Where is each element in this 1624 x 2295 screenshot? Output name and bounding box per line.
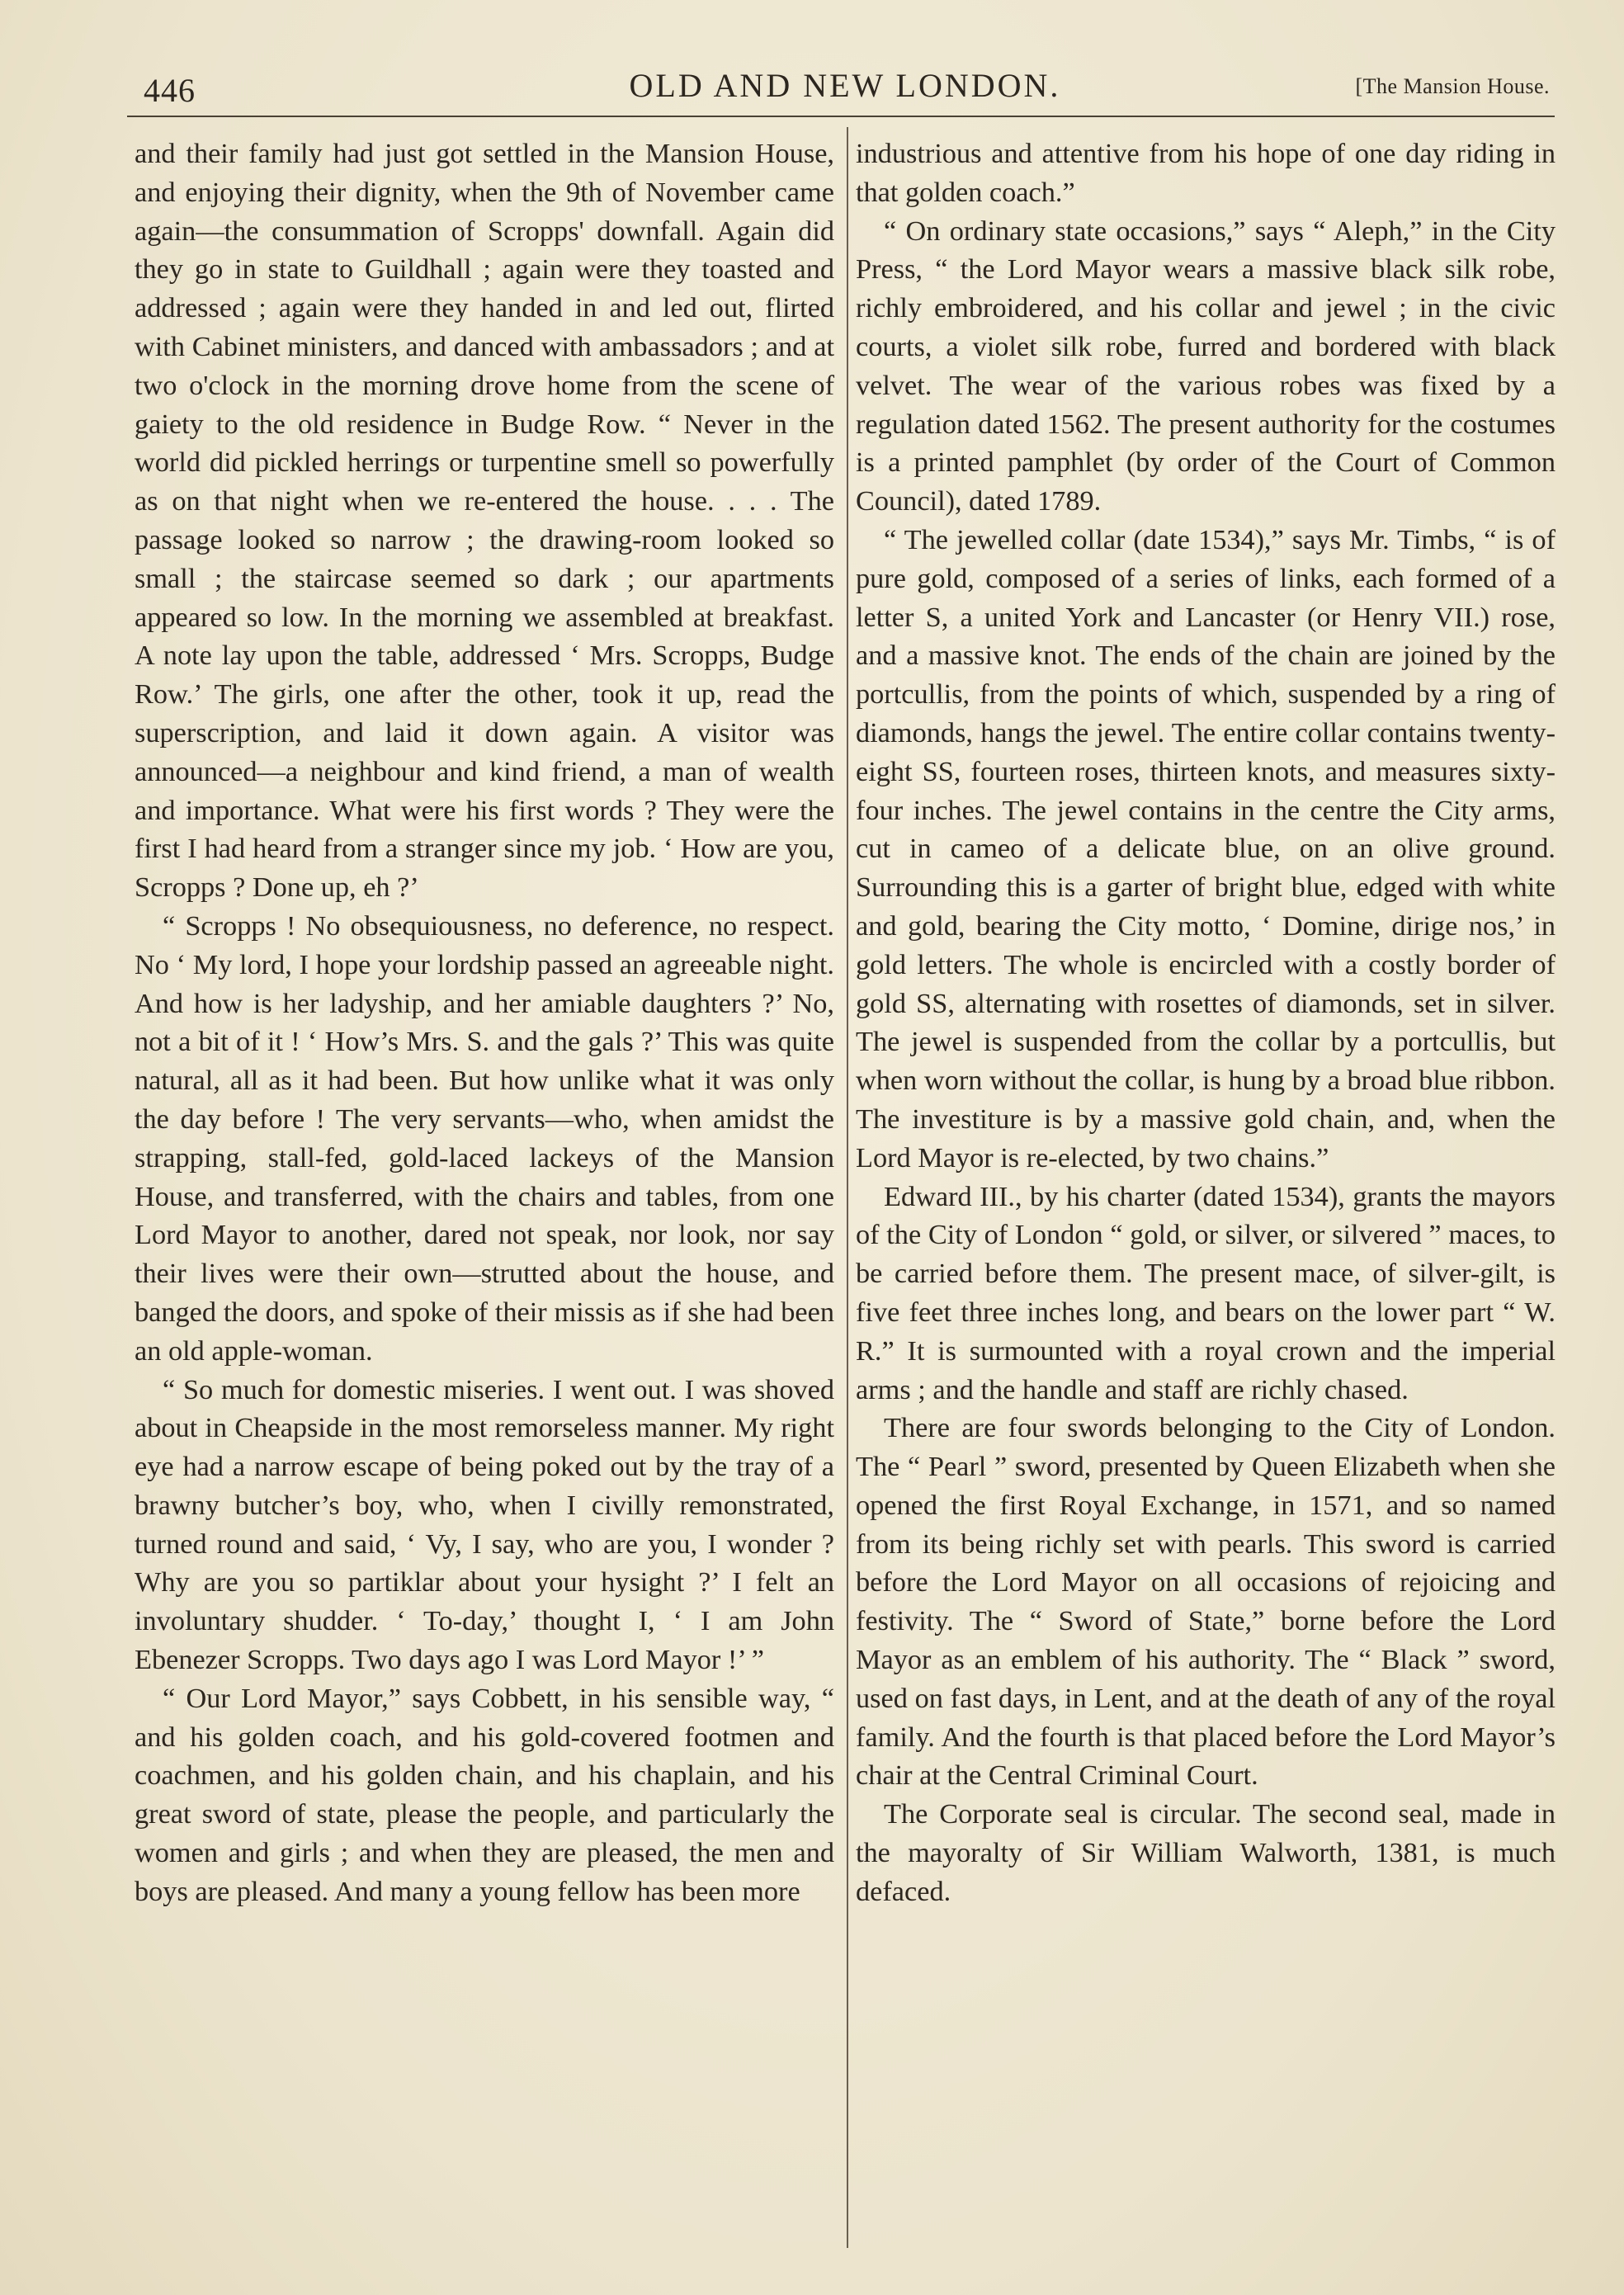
paragraph: “ So much for domestic miseries. I went out. I was shoved about in Cheapside in the most remorseless manner. My right eye had a narrow escape of being poked out by the tray of a brawny butcher’s boy, who, when I civilly remonstrated, turned round and said, ‘ Vy, I say, who are you, I wonder ? Why are you so partiklar about your hysight ?’ I felt an involuntary shudder. ‘ To-day,’ thought I, ‘ I am John Ebenezer Scropps. Two days ago I was Lord Mayor !’ ” [135, 1373, 834, 1676]
paragraph: Edward III., by his charter (dated 1534), grants the mayors of the City of London “ gold, or silver, or silvered ” maces, to be carried before them. The present mace, of silver-gilt, is five feet three inches long, and bears on the lower part “ W. R.” It is surmounted with a royal crown and the imperial arms ; and the handle and staff are richly chased. [856, 1180, 1556, 1405]
page-header [140, 59, 1550, 117]
right-column [856, 135, 1556, 1911]
paragraph: “ Our Lord Mayor,” says Cobbett, in his sensible way, “ and his golden coach, and his gold-covered footmen and coachmen, and his golden chain, and his chaplain, and his great sword of state, please the people, and particularly the women and girls ; and when they are pleased, the men and boys are pleased. And many a young fellow has been more [135, 1682, 834, 1907]
paragraph: There are four swords belonging to the City of London. The “ Pearl ” sword, presented by Queen Elizabeth when she opened the first Royal Exchange, in 1571, and so named from its being richly set with pearls. This sword is carried before the Lord Mayor on all occasions of rejoicing and festivity. The “ Sword of State,” borne before the Lord Mayor as an emblem of his authority. The “ Black ” sword, used on fast days, in Lent, and at the death of any of the royal family. And the fourth is that placed before the Lord Mayor’s chair at the Central Criminal Court. [856, 1412, 1556, 1792]
paragraph: “ The jewelled collar (date 1534),” says Mr. Timbs, “ is of pure gold, composed of a series of links, each formed of a letter S, a united York and Lancaster (or Henry VII.) rose, and a massive knot. The ends of the chain are joined by the portcullis, from the points of which, suspended by a ring of diamonds, hangs the jewel. The entire collar contains twenty-eight SS, fourteen roses, thirteen knots, and measures sixty-four inches. The jewel contains in the centre the City arms, cut in cameo of a delicate blue, on an olive ground. Surrounding this is a garter of bright blue, edged with white and gold, bearing the City motto, ‘ Domine, dirige nos,’ in gold letters. The whole is encircled with a costly border of gold SS, alternating with rosettes of diamonds, set in silver. The jewel is suspended from the collar by a portcullis, but when worn without the collar, is hung by a broad blue ribbon. The investiture is by a massive gold chain, and, when the Lord Mayor is re-elected, by two chains.” [856, 523, 1556, 1173]
left-column [135, 135, 834, 1911]
section-title: [The Mansion House. [1355, 74, 1550, 98]
running-title: OLD AND NEW LONDON. [629, 67, 1061, 104]
paragraph: industrious and attentive from his hope of one day riding in that golden coach.” [856, 138, 1556, 208]
header-rule [127, 116, 1555, 117]
paragraph: and their family had just got settled in the Mansion House, and enjoying their dignity, when the 9th of November came again—the consummation of Scropps' downfall. Again did they go in state to Guildhall ; again were they toasted and addressed ; again were they handed in and led out, flirted with Cabinet ministers, and danced with ambassadors ; and at two o'clock in the morning drove home from the scene of gaiety to the old residence in Budge Row. “ Never in the world did pickled herrings or turpentine smell so powerfully as on that night when we re-entered the house. . . . The passage looked so narrow ; the drawing-room looked so small ; the staircase seemed so dark ; our apartments appeared so low. In the morning we assembled at breakfast. A note lay upon the table, addressed ‘ Mrs. Scropps, Budge Row.’ The girls, one after the other, took it up, read the superscription, and laid it down again. A visitor was announced—a neighbour and kind friend, a man of wealth and importance. What were his first words ? They were the first I had heard from a stranger since my job. ‘ How are you, Scropps ? Done up, eh ?’ [135, 138, 834, 904]
page-number: 446 [144, 72, 196, 109]
paragraph: “ Scropps ! No obsequiousness, no deference, no respect. No ‘ My lord, I hope your lordship passed an agreeable night. And how is her ladyship, and her amiable daughters ?’ No, not a bit of it ! ‘ How’s Mrs. S. and the gals ?’ This was quite natural, all as it had been. But how unlike what it was only the day before ! The very servants—who, when amidst the strapping, stall-fed, gold-laced lackeys of the Mansion House, and transferred, with the chairs and tables, from one Lord Mayor to another, dared not speak, nor look, nor say their lives were their own—strutted about the house, and banged the doors, and spoke of their missis as if she had been an old apple-woman. [135, 909, 834, 1367]
paragraph: The Corporate seal is circular. The second seal, made in the mayoralty of Sir William Walworth, 1381, is much defaced. [856, 1798, 1556, 1907]
paragraph: “ On ordinary state occasions,” says “ Aleph,” in the City Press, “ the Lord Mayor wears a massive black silk robe, richly embroidered, and his collar and jewel ; in the civic courts, a violet silk robe, furred and bordered with black velvet. The wear of the various robes was fixed by a regulation dated 1562. The present authority for the costumes is a printed pamphlet (by order of the Court of Common Council), dated 1789. [856, 215, 1556, 517]
column-divider [847, 127, 848, 2248]
